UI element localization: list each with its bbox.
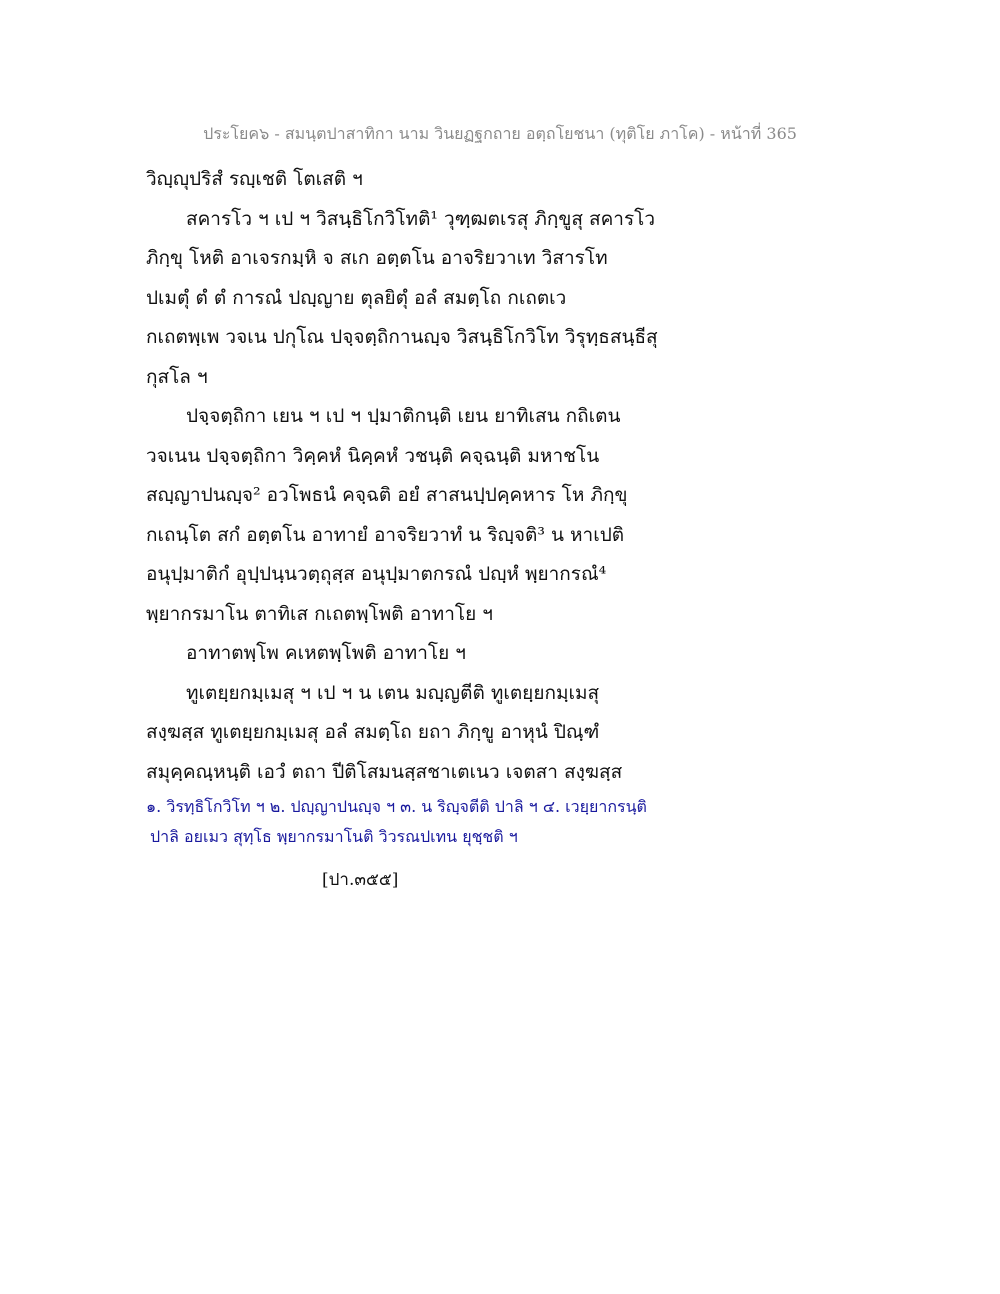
page-reference: [ปา.๓๕๕] [322, 870, 399, 890]
body-line: กุสโล ฯ [146, 365, 208, 388]
body-line: อาทาตพฺโพ คเหตพฺโพติ อาทาโย ฯ [186, 642, 466, 664]
body-line: ปจฺจตฺถิกา เยน ฯ เป ฯ ปฺมาติกนฺติ เยน ยาทิเสน กถิเตน [186, 405, 621, 427]
body-line: ปเมตุํ ตํ ตํ การณํ ปญฺญาย ตุลยิตุํ อลํ สมตฺโถ กเถตเว [146, 286, 567, 309]
body-line: กเถตพฺเพ วจเน ปกุโณ ปจฺจตฺถิกานญฺจ วิสนฺธิโกวิโท วิรุทฺธสนฺธีสุ [146, 326, 658, 348]
body-line: วิญฺญุปริสํ รญฺเชติ โตเสติ ฯ [146, 168, 363, 190]
body-line: อนุปฺมาติกํ อุปฺปนฺนวตฺถุสฺส อนุปฺมาตกรณํ ปญฺหํ พฺยากรณํ⁴ [146, 563, 607, 585]
footnotes [146, 792, 866, 852]
body-line: สคารโว ฯ เป ฯ วิสนฺธิโกวิโทติ¹ วุฑฺฒตเรสุ ภิกฺขูสุ สคารโว [186, 207, 656, 230]
body-line: พฺยากรมาโน ตาทิเส กเถตพฺโพติ อาทาโย ฯ [146, 602, 493, 625]
body-line: สงฺฆสฺส ทูเตยฺยกมฺเมสุ อลํ สมตฺโถ ยถา ภิกฺขู อาหุนํ ปิณฺฑํ [146, 721, 600, 743]
body-line: วจเนน ปจฺจตฺถิกา วิคฺคหํ นิคฺคหํ วชนฺติ คจฺฉนฺติ มหาชโน [146, 444, 600, 467]
footnote-line: ๑. วิรทฺธิโกวิโท ฯ ๒. ปญฺญาปนญฺจ ฯ ๓. น ริญฺจตีติ ปาลิ ฯ ๔. เวยฺยากรนฺติ [146, 797, 647, 816]
body-line: ทูเตยฺยกมฺเมสุ ฯ เป ฯ น เตน มญฺญตีติ ทูเตยฺยกมฺเมสุ [186, 681, 600, 704]
body-line: สมุคฺคณฺหนฺติ เอวํ ตถา ปีติโสมนสฺสชาเตเนว เจตสา สงฺฆสฺส [146, 760, 623, 783]
body-line: กเถนฺโต สกํ อตฺตโน อาทายํ อาจริยวาทํ น ริญฺจติ³ น หาเปติ [146, 523, 625, 546]
body-text [146, 160, 866, 792]
footnote-line: ปาลิ อยเมว สุทฺโธ พฺยากรมาโนติ วิวรณปเทน ยุชฺชติ ฯ [150, 827, 518, 846]
body-line: ภิกฺขุ โหติ อาเจรกมฺหิ จ สเก อตฺตโน อาจริยวาเท วิสารโท [146, 247, 608, 269]
page-header: ประโยค๖ - สมนฺตปาสาทิกา นาม วินยฏฐกถาย อตฺถโยชนา (ทุติโย ภาโค) - หน้าที่ 365 [203, 124, 797, 143]
body-line: สญฺญาปนญฺจ² อวโพธนํ คจฺฉติ อยํ สาสนปฺปคฺคหาร โห ภิกฺขุ [146, 484, 628, 506]
